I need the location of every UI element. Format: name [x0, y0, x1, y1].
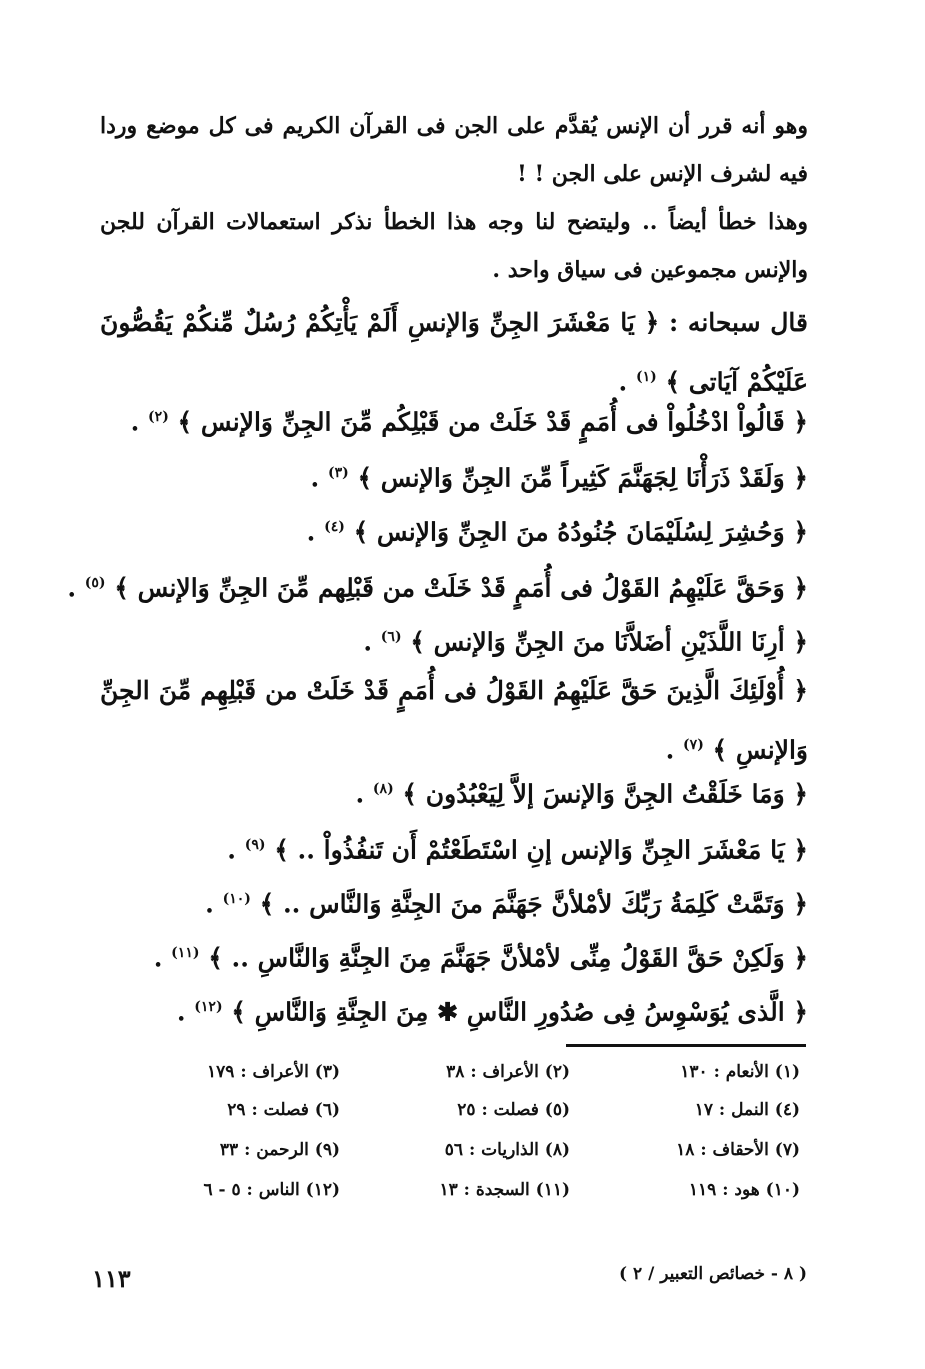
footnote: (٣) الأعراف : ١٧٩ — [207, 1062, 340, 1082]
intro-paragraph: قال سبحانه : ﴿ يَا مَعْشَرَ الجِنِّ وَالإنسِ أَلَمْ يَأْتِكُمْ رُسُلٌ مِّنكُمْ يَقُصُّونَ عَلَيْكُمْ آيَاتى ﴾ $^{(١)}$ . — [100, 308, 808, 397]
footnote: (٨) الذاريات : ٥٦ — [444, 1140, 570, 1160]
verse-line: ﴿ وَمَا خَلَقْتُ الجِنَّ وَالإنسَ إلاَّ لِيَعْبُدُون ﴾ $^{(٨)}$ . — [355, 779, 808, 809]
footnote: (١٠) هود : ١١٩ — [688, 1180, 800, 1200]
verse-line: ﴿ يَا مَعْشَرَ الجِنِّ وَالإنس إنِ اسْتَطَعْتُمْ أَن تَنفُذُواْ .. ﴾ $^{(٩)}$ . — [227, 835, 808, 865]
footnote: (٩) الرحمن : ٣٣ — [219, 1140, 340, 1160]
verse-line: ﴿ أُوْلَئِكَ الَّذِينَ حَقَّ عَلَيْهِمُ القَوْلُ فى أُمَمٍ قَدْ خَلَتْ من قَبْلِهِم مِّنَ الجِنِّ وَالإنسِ ﴾ $^{(٧)}$ . — [100, 676, 808, 765]
footnote: (١٢) الناس : ٥ - ٦ — [203, 1180, 340, 1200]
verse-line: ﴿ الَّذى يُوَسْوِسُ فِى صُدُورِ النَّاسِ ✱ مِنَ الجِنَّةِ وَالنَّاسِ ﴾ $^{(١٢)}$ . — [176, 997, 808, 1027]
intro-verse: ﴿ يَا مَعْشَرَ الجِنِّ وَالإنسِ أَلَمْ يَأْتِكُمْ رُسُلٌ مِّنكُمْ يَقُصُّونَ عَلَيْكُمْ آيَاتى ﴾ — [100, 308, 808, 397]
footnote: (٥) فصلت : ٢٥ — [457, 1100, 570, 1120]
footnote: (٢) الأعراف : ٣٨ — [446, 1062, 570, 1082]
footnote-ref: (١٢) — [194, 999, 223, 1015]
verse-line: ﴿ وَلَكِنْ حَقَّ القَوْلُ مِنِّى لأمْلأنَّ جَهَنَّمَ مِنَ الجِنَّةِ وَالنَّاسِ .. ﴾ $^{(١١)}$ . — [153, 943, 808, 973]
footnote-ref: (٧) — [683, 737, 704, 753]
signature-mark: ( ٨ - خصائص التعبير / ٢ ) — [619, 1264, 807, 1284]
intro-lead: قال سبحانه : — [668, 308, 808, 337]
verse-line: ﴿ وَحُشِرَ لِسُلَيْمَانَ جُنُودُهُ منَ الجِنِّ وَالإنس ﴾ $^{(٤)}$ . — [306, 517, 808, 547]
verse-line: ﴿ قَالُواْ ادْخُلُواْ فى أُمَمٍ قَدْ خَلَتْ من قَبْلِكُم مِّنَ الجِنِّ وَالإنس ﴾ $^{(٢)}$ . — [130, 407, 808, 437]
footnote: (٦) فصلت : ٢٩ — [227, 1100, 340, 1120]
footnote: (٤) النمل : ١٧ — [694, 1100, 800, 1120]
footnote-ref: (١) — [635, 369, 657, 385]
footnote-ref: (٦) — [380, 629, 402, 645]
footnote-ref: (٢) — [148, 409, 169, 425]
footnote: (١) الأنعام : ١٣٠ — [680, 1062, 800, 1082]
verse-line: ﴿ أرِنَا اللَّذَيْنِ أضَلاَّنَا منَ الجِنِّ وَالإنس ﴾ $^{(٦)}$ . — [363, 627, 808, 657]
paragraph-2: وهذا خطأ أيضاً .. وليتضح لنا وجه هذا الخطأ نذكر استعمالات القرآن للجن والإنس مجموعين فى سياق واحد . — [100, 209, 808, 283]
footnote-divider — [566, 1044, 806, 1047]
verse-line: ﴿ وَتَمَّتْ كَلِمَةُ رَبِّكَ لأمْلأنَّ جَهَنَّمَ منَ الجِنَّةِ وَالنَّاس .. ﴾ $^{(١٠)}$ . — [205, 889, 808, 919]
verse-line: ﴿ وَحَقَّ عَلَيْهِمُ القَوْلُ فى أُمَمٍ قَدْ خَلَتْ من قَبْلِهم مِّنَ الجِنِّ وَالإنس ﴾ $^{(٥)}$ . — [67, 573, 808, 603]
footnote-ref: (٣) — [327, 465, 349, 481]
footnote-ref: (٥) — [84, 575, 106, 591]
footnotes — [150, 1062, 800, 1232]
footnote-ref: (٩) — [244, 837, 266, 853]
footnote: (٧) الأحقاف : ١٨ — [676, 1140, 800, 1160]
paragraph-1: وهو أنه قرر أن الإنس يُقدَّم على الجن فى القرآن الكريم فى كل موضع وردا فيه لشرف الإنس على الجن ! ! — [100, 113, 808, 187]
footnote-ref: (٨) — [372, 781, 394, 797]
footnote: (١١) السجدة : ١٣ — [439, 1180, 570, 1200]
page-number: ١١٣ — [92, 1264, 131, 1293]
footnote-ref: (١١) — [171, 945, 200, 961]
footnote-ref: (٤) — [324, 519, 345, 535]
verse-line: ﴿ وَلَقَدْ ذَرَأْنَا لِجَهَنَّمَ كَثِيراً مِّنَ الجِنِّ وَالإنس ﴾ $^{(٣)}$ . — [310, 463, 808, 493]
footnote-ref: (١٠) — [222, 891, 251, 907]
